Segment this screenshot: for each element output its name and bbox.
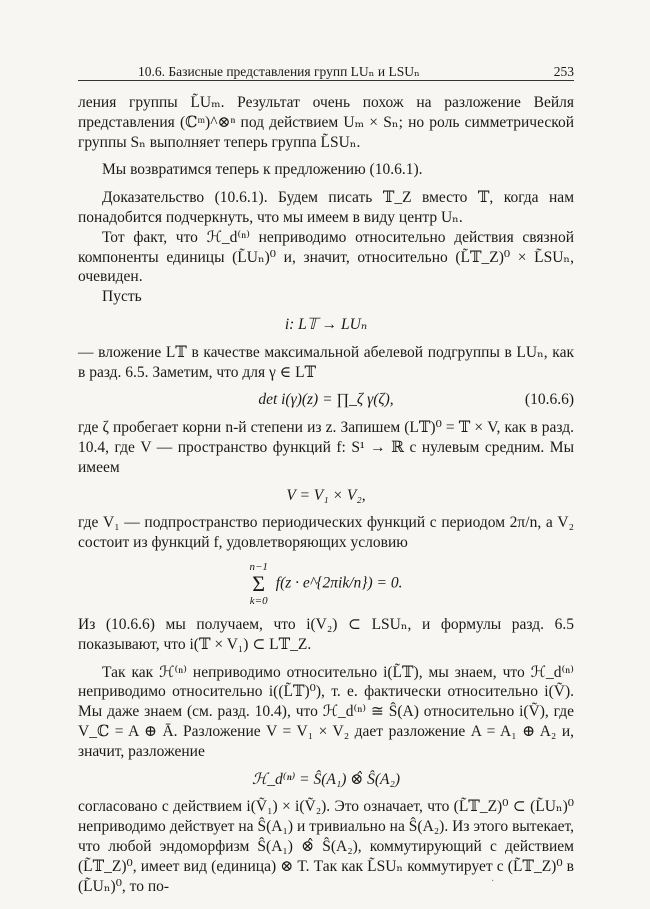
page-number: 253 bbox=[553, 64, 574, 79]
paragraph: Из (10.6.6) мы получаем, что i(V₂) ⊂ LSUₙ, и формулы разд. 6.5 показывают, что i(𝕋 × V₁) ⊂ L𝕋_Z. bbox=[78, 615, 574, 653]
paragraph: где V₁ — подпространство периодических функций с периодом 2π/n, а V₂ состоит из функций f, удовлетворяющих условию bbox=[78, 514, 574, 552]
sum-lower-limit: k=0 bbox=[249, 594, 268, 607]
marginal-mark: · bbox=[491, 876, 495, 887]
formula-decomposition: V = V₁ × V₂, bbox=[286, 486, 366, 504]
section-title: 10.6. Базисные представления групп LUₙ и LSUₙ bbox=[138, 64, 420, 79]
paragraph: Так как ℋ⁽ⁿ⁾ неприводимо относительно i(L̃𝕋), мы знаем, что ℋ_d⁽ⁿ⁾ неприводимо относительно i((L̃𝕋)⁰), т. е. фактически относительно i(Ṽ). Мы даже знаем (см. разд. 10.4), что ℋ_d⁽ⁿ⁾ ≅ Ŝ(A) относительно i(Ṽ), где V_ℂ = A ⊕ Ā. Разложение V = V₁ × V₂ дает разложение A = A₁ ⊕ A₂ и, значит, разложение bbox=[78, 663, 574, 760]
sum-symbol: Σ bbox=[252, 570, 266, 596]
paragraph: — вложение L𝕋 в качестве максимальной абелевой подгруппы в LUₙ, как в разд. 6.5. Заметим, что для γ ∈ L𝕋 bbox=[78, 343, 574, 381]
proof-paragraph: Доказательство (10.6.1). Будем писать 𝕋_Z вместо 𝕋, когда нам понадобится подчеркнуть, что мы имеем в виду центр Uₙ. bbox=[78, 189, 574, 226]
paragraph: Пусть bbox=[102, 288, 142, 306]
paragraph: согласовано с действием i(Ṽ₁) × i(Ṽ₂). Это означает, что (L̃𝕋_Z)⁰ ⊂ (L̃Uₙ)⁰ неприводимо действует на Ŝ(A₁) и тривиально на Ŝ(A₂). Из этого вытекает, что любой эндоморфизм Ŝ(A₁) ⊗̂ Ŝ(A₂), коммутирующий с действием (L̃𝕋_Z)⁰, имеет вид (единица) ⊗ T. Так как L̃SUₙ коммутирует с (L̃𝕋_Z)⁰ в (L̃Uₙ)⁰, то по- bbox=[78, 798, 574, 895]
sum-upper-limit: n−1 bbox=[249, 560, 268, 573]
sum-body: f(z · e^{2πik/n}) = 0. bbox=[275, 574, 403, 592]
formula-det-body: det i(γ)(z) = ∏_ζ γ(ζ), bbox=[258, 391, 394, 409]
paragraph: где ζ пробегает корни n-й степени из z. Запишем (L𝕋)⁰ = 𝕋 × V, как в разд. 10.4, где V — пространство функций f: S¹ → ℝ с нулевым средним. Мы имеем bbox=[78, 419, 574, 476]
equation-number: (10.6.6) bbox=[524, 391, 574, 409]
formula-det bbox=[78, 390, 574, 410]
book-page bbox=[78, 60, 574, 896]
paragraph: Тот факт, что ℋ_d⁽ⁿ⁾ неприводимо относительно действия связной компоненты единицы (L̃Uₙ)⁰ и, значит, относительно (L̃𝕋_Z)⁰ × L̃SUₙ, очевиден. bbox=[78, 228, 574, 286]
formula-embedding: i: L𝕋 → LUₙ bbox=[284, 315, 368, 333]
sum-operator bbox=[249, 561, 267, 607]
formula-fock-decomposition: ℋ_d⁽ⁿ⁾ = Ŝ(A₁) ⊗̂ Ŝ(A₂) bbox=[251, 770, 401, 788]
paragraph: ления группы L̃Uₘ. Результат очень похож на разложение Вейля представления (ℂᵐ)^⊗ⁿ под действием Uₘ × Sₙ; но роль симметрической группы Sₙ выполняет теперь группа L̃SUₙ. bbox=[78, 94, 574, 151]
running-header bbox=[78, 60, 574, 81]
paragraph: Мы возвратимся теперь к предложению (10.6.1). bbox=[102, 161, 423, 179]
formula-sum bbox=[78, 561, 574, 607]
